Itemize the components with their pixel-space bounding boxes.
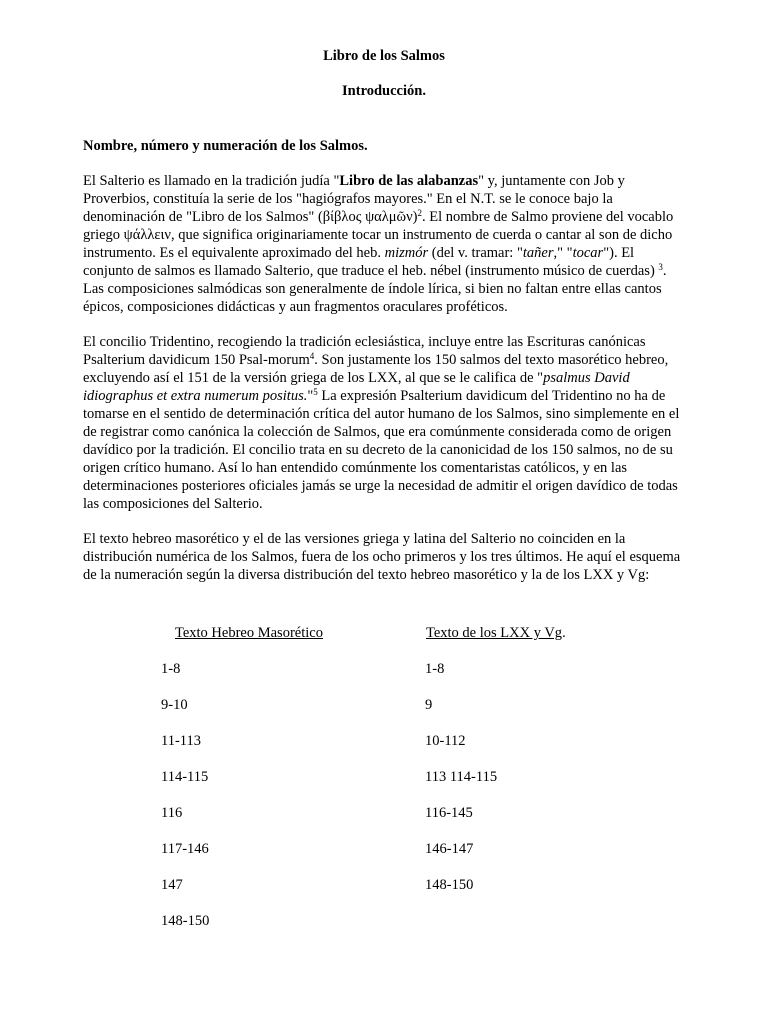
paragraph-2	[83, 333, 683, 513]
p1-text-a: El Salterio es llamado en la tradición judía "	[83, 173, 340, 189]
table-cell-lxx: 148-150	[425, 877, 474, 893]
footnote-ref-2: 2	[417, 208, 422, 218]
table-header-masoretic	[175, 624, 323, 642]
table-cell-masoretic: 116	[161, 805, 183, 821]
footnote-ref-3: 3	[658, 262, 663, 272]
table-cell-lxx: 113 114-115	[425, 769, 498, 785]
table-cell-lxx: 146-147	[425, 841, 474, 857]
p1-italic-tocar: tocar	[572, 245, 604, 261]
p1-text-f: (del v. tramar: "	[428, 245, 523, 261]
p1-text-k: . Las composiciones salmódicas son generalmente de índole lírica, si bien no faltan entre ellas cantos épicos, composiciones didácticas y aun fragmentos oraculares proféticos.	[83, 263, 667, 315]
table-cell-masoretic: 117-146	[161, 841, 209, 857]
p1-bold-phrase: Libro de las alabanzas	[339, 173, 479, 189]
p2-text-b: . Son justamente los 150 salmos del texto masorético hebreo, excluyendo así el 151 de la versión griega de los LXX, al que se le califica de "	[83, 352, 669, 386]
p1-italic-mizmor: mizmór	[384, 245, 429, 261]
table-cell-masoretic: 9-10	[161, 697, 188, 713]
paragraph-1	[83, 172, 683, 316]
table-header-lxx-label: Texto de los LXX y Vg	[426, 625, 563, 641]
footnote-ref-5: 5	[313, 387, 318, 397]
section-heading: Nombre, número y numeración de los Salmos.	[83, 138, 368, 154]
p2-italic-quote: psalmus David idiographus et extra numerum positus.	[83, 370, 630, 404]
paragraph-3: El texto hebreo masorético y el de las versiones griega y latina del Salterio no coinciden en la distribución numérica de los Salmos, fuera de los ocho primeros y los tres últimos. He aquí el esquema de la numeración según la diversa distribución del texto hebreo masorético y la de los LXX y Vg:	[83, 531, 681, 583]
table-header-masoretic-label: Texto Hebreo Masorético	[175, 625, 323, 641]
p1-text-j: "). El conjunto de salmos es llamado Salterio, que traduce el heb. nébel (instrumento músico de cuerdas)	[83, 245, 659, 279]
table-cell-lxx: 1-8	[425, 661, 445, 677]
document-subtitle: Introducción.	[342, 83, 426, 99]
table-cell-masoretic: 1-8	[161, 661, 181, 677]
table-cell-lxx: 9	[425, 697, 433, 713]
table-header-lxx-period: .	[562, 625, 566, 641]
table-cell-lxx: 10-112	[425, 733, 466, 749]
p1-italic-taner: tañer	[522, 245, 554, 261]
table-cell-masoretic: 147	[161, 877, 183, 893]
p1-text-d: . El nombre de Salmo proviene del vocablo griego ψάλλειν, que significa originariamente tocar un instrumento de cuerda o cantar al son de dicho instrumento. Es el equivalente aproximado del heb.	[83, 209, 674, 261]
p2-text-a: El concilio Tridentino, recogiendo la tradición eclesiástica, incluye entre las Escrituras canónicas Psalterium davidicum 150 Psal-morum	[83, 334, 646, 368]
document-title: Libro de los Salmos	[323, 48, 445, 64]
table-cell-masoretic: 11-113	[161, 733, 202, 749]
p1-text-h: ," "	[553, 245, 573, 261]
p2-text-d: "	[307, 388, 314, 404]
table-cell-masoretic: 148-150	[161, 913, 210, 929]
table-cell-masoretic: 114-115	[161, 769, 209, 785]
p2-text-e: La expresión Psalterium davidicum del Tridentino no ha de tomarse en el sentido de determinación crítica del autor humano de los Salmos, sino simplemente en el de registrar como canónica la colección de Salmos, que era comúnmente considerada como de origen davídico por la tradición. El concilio trata en su decreto de la canonicidad de los 150 salmos, no de su origen crítico humano. Así lo han entendido comúnmente los comentaristas católicos, y en las determinaciones posteriores oficiales jamás se urge la necesidad de admitir el origen davídico de todas las composiciones del Salterio.	[83, 388, 680, 512]
table-header-lxx	[426, 624, 566, 642]
footnote-ref-4: 4	[309, 351, 315, 361]
table-cell-lxx: 116-145	[425, 805, 473, 821]
p1-text-c: " y, juntamente con Job y Proverbios, constituía la serie de los "hagiógrafos mayores." En el N.T. se le conoce bajo la denominación de "Libro de los Salmos" (βίβλος ψαλμῶν)	[83, 173, 625, 225]
